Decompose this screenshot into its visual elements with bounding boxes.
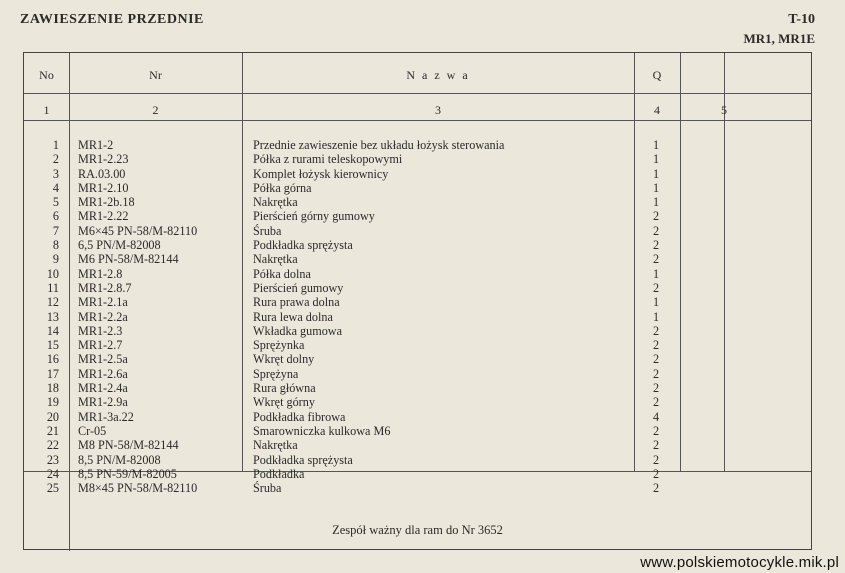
table-row (24, 267, 811, 281)
row-nr: 8,5 PN-59/M-82005 (78, 466, 177, 481)
row-no: 15 (46, 338, 59, 353)
row-q: 2 (652, 395, 660, 410)
row-name: Rura główna (253, 381, 316, 396)
table-row (24, 181, 811, 195)
header-nr: Nr (149, 68, 162, 82)
row-name: Półka dolna (253, 266, 311, 281)
row-nr: Cr-05 (78, 423, 107, 438)
row-no: 5 (52, 195, 59, 210)
row-no: 3 (52, 166, 59, 181)
row-no: 2 (52, 152, 59, 167)
row-name: Rura lewa dolna (253, 309, 333, 324)
row-q: 1 (652, 309, 660, 324)
row-no: 1 (52, 138, 59, 152)
row-name: Podkładka sprężysta (253, 452, 353, 467)
row-no: 21 (46, 423, 59, 438)
divider (24, 93, 811, 94)
row-name: Śruba (253, 223, 282, 238)
table-row (24, 424, 811, 438)
column-number: 2 (152, 103, 159, 117)
row-name: Nakrętka (253, 195, 298, 210)
row-q: 2 (652, 252, 660, 267)
table-row (24, 381, 811, 395)
row-name: Półka górna (253, 180, 312, 195)
row-name: Komplet łożysk kierownicy (253, 166, 389, 181)
row-q: 4 (652, 409, 660, 424)
row-no: 13 (46, 309, 59, 324)
row-no: 12 (46, 295, 59, 310)
table-row (24, 367, 811, 381)
table-row (24, 167, 811, 181)
table-row (24, 238, 811, 252)
row-nr: 6,5 PN/M-82008 (78, 238, 161, 253)
row-name: Sprężynka (253, 338, 305, 353)
row-no: 4 (52, 180, 59, 195)
header-name: N a z w a (406, 68, 470, 82)
parts-table (23, 52, 812, 550)
column-number: 4 (654, 103, 660, 117)
row-name: Wkładka gumowa (253, 323, 343, 338)
row-nr: MR1-2.2a (78, 309, 128, 324)
table-row (24, 453, 811, 467)
table-row (24, 438, 811, 452)
row-nr: MR1-2.4a (78, 381, 128, 396)
header-no: No (39, 68, 54, 82)
row-name: Podkładka sprężysta (253, 238, 353, 253)
row-nr: MR1-2.8.7 (78, 280, 132, 295)
row-name: Pierścień górny gumowy (253, 209, 375, 224)
row-q: 2 (652, 223, 660, 238)
row-nr: MR1-2b.18 (78, 195, 135, 210)
table-row (24, 467, 811, 481)
row-q: 2 (652, 280, 660, 295)
row-nr: MR1-2.5a (78, 352, 128, 367)
row-q: 1 (652, 295, 660, 310)
row-q: 2 (652, 466, 660, 481)
row-q: 2 (652, 323, 660, 338)
row-nr: MR1-2.8 (78, 266, 123, 281)
row-q: 2 (652, 438, 660, 453)
row-nr: MR1-2.22 (78, 209, 129, 224)
row-q: 1 (652, 152, 660, 167)
row-name: Rura prawa dolna (253, 295, 340, 310)
row-nr: MR1-2.10 (78, 180, 129, 195)
row-q: 2 (652, 209, 660, 224)
row-q: 2 (652, 381, 660, 396)
table-row (24, 310, 811, 324)
row-name: Wkręt dolny (253, 352, 315, 367)
table-row (24, 224, 811, 238)
column-number: 1 (43, 103, 50, 117)
row-name: Pierścień gumowy (253, 280, 344, 295)
row-name: Podkładka (253, 466, 305, 481)
row-nr: M6×45 PN-58/M-82110 (78, 223, 198, 238)
row-no: 11 (47, 280, 59, 295)
row-name: Wkręt górny (253, 395, 315, 410)
table-row (24, 324, 811, 338)
row-q: 1 (652, 180, 660, 195)
row-name: Podkładka fibrowa (253, 409, 346, 424)
table-row (24, 295, 811, 309)
row-nr: 8,5 PN/M-82008 (78, 452, 161, 467)
table-row (24, 410, 811, 424)
watermark-url: www.polskiemotocykle.mik.pl (640, 554, 839, 571)
row-nr: M8×45 PN-58/M-82110 (78, 481, 198, 496)
row-q: 2 (652, 366, 660, 381)
row-no: 24 (46, 466, 59, 481)
row-no: 14 (46, 323, 59, 338)
footer-note: Zespół ważny dla ram do Nr 3652 (332, 523, 503, 537)
row-no: 23 (46, 452, 59, 467)
table-row (24, 352, 811, 366)
column-number: 3 (435, 103, 441, 117)
table-row (24, 338, 811, 352)
row-q: 1 (652, 266, 660, 281)
table-row (24, 152, 811, 166)
row-q: 1 (652, 166, 660, 181)
row-q: 2 (652, 452, 660, 467)
row-name: Śruba (253, 481, 282, 496)
row-q: 2 (652, 352, 660, 367)
row-no: 6 (52, 209, 59, 224)
row-nr: M8 PN-58/M-82144 (78, 438, 179, 453)
row-no: 7 (52, 223, 59, 238)
page-code: T-10 (788, 12, 815, 27)
row-q: 1 (652, 195, 660, 210)
row-name: Nakrętka (253, 438, 298, 453)
row-nr: MR1-3a.22 (78, 409, 134, 424)
page-title: ZAWIESZENIE PRZEDNIE (20, 12, 204, 27)
row-no: 9 (52, 252, 59, 267)
page-models: MR1, MR1E (743, 31, 815, 46)
table-row (24, 481, 811, 495)
row-q: 2 (652, 481, 660, 496)
column-number: 5 (721, 103, 727, 117)
row-nr: MR1-2.3 (78, 323, 123, 338)
row-no: 19 (46, 395, 59, 410)
row-no: 8 (52, 238, 59, 253)
row-nr: MR1-2 (78, 138, 114, 152)
table-row (24, 281, 811, 295)
table-row (24, 395, 811, 409)
row-name: Smarowniczka kulkowa M6 (253, 423, 391, 438)
table-body (24, 138, 811, 495)
row-no: 18 (46, 381, 59, 396)
row-nr: MR1-2.9a (78, 395, 128, 410)
row-nr: MR1-2.23 (78, 152, 129, 167)
row-no: 25 (46, 481, 59, 496)
row-no: 16 (46, 352, 59, 367)
row-no: 10 (46, 266, 59, 281)
row-q: 2 (652, 423, 660, 438)
row-q: 2 (652, 338, 660, 353)
row-name: Przednie zawieszenie bez układu łożysk sterowania (253, 138, 505, 152)
row-nr: MR1-2.7 (78, 338, 123, 353)
row-name: Nakrętka (253, 252, 298, 267)
row-no: 22 (46, 438, 59, 453)
header-q: Q (652, 68, 662, 82)
row-q: 2 (652, 238, 660, 253)
row-q: 1 (652, 138, 660, 152)
row-nr: MR1-2.1a (78, 295, 128, 310)
row-name: Sprężyna (253, 366, 299, 381)
table-row (24, 195, 811, 209)
table-row (24, 252, 811, 266)
row-nr: M6 PN-58/M-82144 (78, 252, 179, 267)
row-name: Półka z rurami teleskopowymi (253, 152, 403, 167)
row-no: 20 (46, 409, 59, 424)
table-row (24, 209, 811, 223)
table-row (24, 138, 811, 152)
row-nr: RA.03.00 (78, 166, 126, 181)
row-nr: MR1-2.6a (78, 366, 128, 381)
divider (24, 120, 811, 121)
row-no: 17 (46, 366, 59, 381)
